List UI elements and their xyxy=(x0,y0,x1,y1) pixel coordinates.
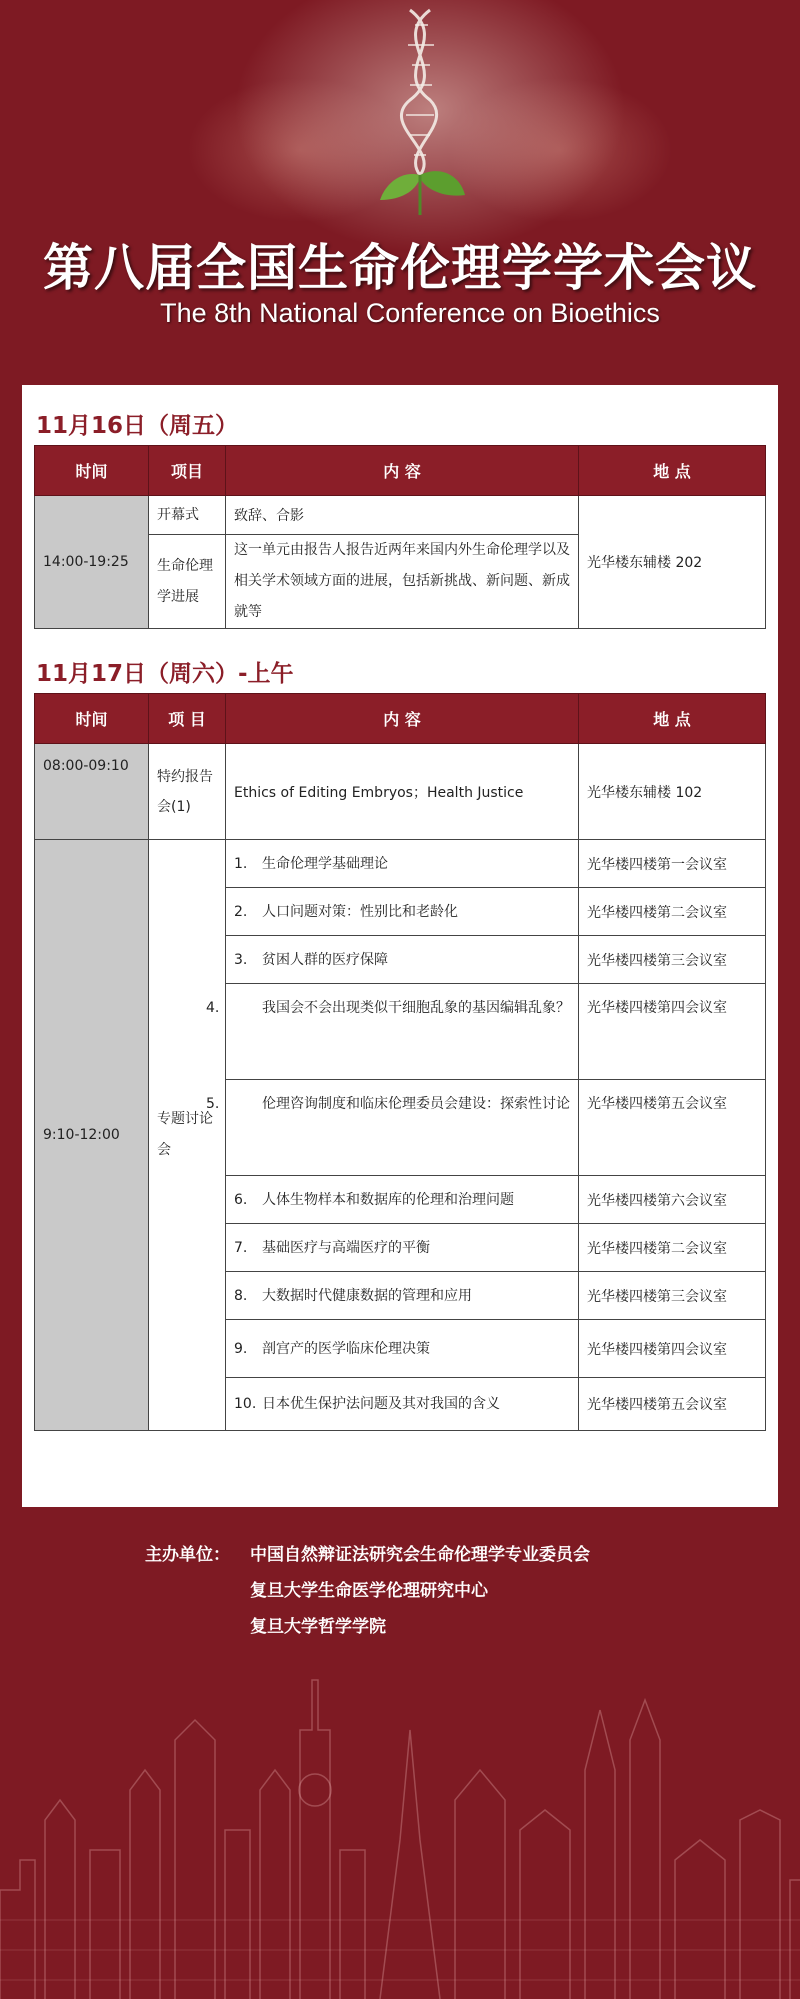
topic-text: 日本优生保护法问题及其对我国的含义 xyxy=(262,1396,500,1412)
hero-banner xyxy=(0,0,800,385)
topic-text: 伦理咨询制度和临床伦理委员会建设：探索性讨论 xyxy=(262,1096,570,1112)
place-cell: 光华楼四楼第四会议室 xyxy=(579,1320,766,1378)
content-cell xyxy=(226,1378,579,1431)
time-cell: 9:10-12:00 xyxy=(35,840,149,1431)
day1-table xyxy=(34,445,766,629)
title-english: The 8th National Conference on Bioethics xyxy=(160,298,660,328)
topic-number: 3. xyxy=(234,951,248,968)
topics-body xyxy=(35,840,766,1431)
content-cell xyxy=(206,984,579,1080)
topic-text: 剖宫产的医学临床伦理决策 xyxy=(262,1340,430,1357)
place-cell: 光华楼四楼第五会议室 xyxy=(579,1080,766,1176)
content-cell xyxy=(226,1320,579,1378)
place-cell: 光华楼四楼第四会议室 xyxy=(579,984,766,1080)
item-cell: 开幕式 xyxy=(149,496,226,535)
table-row xyxy=(35,840,766,888)
dna-plant-image xyxy=(360,0,480,230)
time-cell: 08:00-09:10 xyxy=(35,744,149,840)
topic-text: 人体生物样本和数据库的伦理和治理问题 xyxy=(262,1191,514,1208)
header-content: 内 容 xyxy=(226,694,579,744)
day2-title: 11月17日（周六）-上午 xyxy=(36,661,294,687)
schedule-panel xyxy=(22,385,778,1507)
table-row xyxy=(35,744,766,840)
topic-text: 贫困人群的医疗保障 xyxy=(262,951,388,968)
topic-number: 8. xyxy=(234,1287,248,1304)
content-cell xyxy=(226,1224,579,1272)
topic-text: 人口问题对策：性别比和老龄化 xyxy=(262,903,458,920)
content-cell xyxy=(206,1080,579,1176)
header-content: 内 容 xyxy=(226,446,579,496)
topic-text: 基础医疗与高端医疗的平衡 xyxy=(262,1239,430,1256)
time-cell: 14:00-19:25 xyxy=(35,496,149,629)
sponsor-label: 主办单位： xyxy=(145,1545,230,1565)
table-header-row xyxy=(35,446,766,496)
place-cell: 光华楼四楼第三会议室 xyxy=(579,1272,766,1320)
topic-number: 10. xyxy=(234,1396,257,1412)
place-cell: 光华楼四楼第六会议室 xyxy=(579,1176,766,1224)
content-cell: Ethics of Editing Embryos；Health Justice xyxy=(226,744,579,840)
content-cell: 致辞、合影 xyxy=(226,496,579,535)
topic-text: 生命伦理学基础理论 xyxy=(262,855,388,872)
topic-number: 9. xyxy=(234,1340,248,1357)
title-chinese: 第八届全国生命伦理学学术会议 xyxy=(43,239,757,297)
topic-number: 7. xyxy=(234,1239,248,1256)
content-cell xyxy=(226,840,579,888)
place-cell: 光华楼四楼第二会议室 xyxy=(579,1224,766,1272)
header-time: 时间 xyxy=(35,694,149,744)
sponsor-2: 复旦大学生命医学伦理研究中心 xyxy=(250,1581,488,1601)
day2-table xyxy=(34,693,766,1431)
topic-number: 6. xyxy=(234,1191,248,1208)
table-row xyxy=(35,496,766,535)
day1-title: 11月16日（周五） xyxy=(36,413,239,439)
place-cell: 光华楼四楼第三会议室 xyxy=(579,936,766,984)
header-place: 地 点 xyxy=(579,694,766,744)
place-cell: 光华楼四楼第二会议室 xyxy=(579,888,766,936)
content-cell xyxy=(226,1272,579,1320)
place-cell: 光华楼四楼第一会议室 xyxy=(579,840,766,888)
topic-number: 1. xyxy=(234,855,248,872)
item-cell: 生命伦理学进展 xyxy=(149,535,226,629)
topic-number: 2. xyxy=(234,903,248,920)
topic-number: 4. xyxy=(206,1000,220,1016)
place-cell: 光华楼东辅楼 102 xyxy=(579,744,766,840)
topic-text: 我国会不会出现类似干细胞乱象的基因编辑乱象？ xyxy=(262,1000,570,1016)
header-time: 时间 xyxy=(35,446,149,496)
topic-text: 大数据时代健康数据的管理和应用 xyxy=(262,1287,472,1304)
item-cell: 特约报告会(1) xyxy=(149,744,226,840)
sponsor-1: 中国自然辩证法研究会生命伦理学专业委员会 xyxy=(250,1545,590,1565)
place-cell: 光华楼四楼第五会议室 xyxy=(579,1378,766,1431)
city-skyline-image xyxy=(0,1620,800,1999)
header-item: 项 目 xyxy=(149,694,226,744)
header-item: 项目 xyxy=(149,446,226,496)
item-cell: 专题讨论会 xyxy=(149,840,226,1431)
content-cell xyxy=(226,1176,579,1224)
table-header-row xyxy=(35,694,766,744)
content-cell xyxy=(226,936,579,984)
content-cell xyxy=(226,888,579,936)
sponsor-3: 复旦大学哲学学院 xyxy=(250,1617,386,1637)
place-cell: 光华楼东辅楼 202 xyxy=(579,496,766,629)
content-cell: 这一单元由报告人报告近两年来国内外生命伦理学以及相关学术领域方面的进展，包括新挑战、新问题、新成就等 xyxy=(226,535,579,629)
topic-number: 5. xyxy=(206,1096,220,1112)
header-place: 地 点 xyxy=(579,446,766,496)
